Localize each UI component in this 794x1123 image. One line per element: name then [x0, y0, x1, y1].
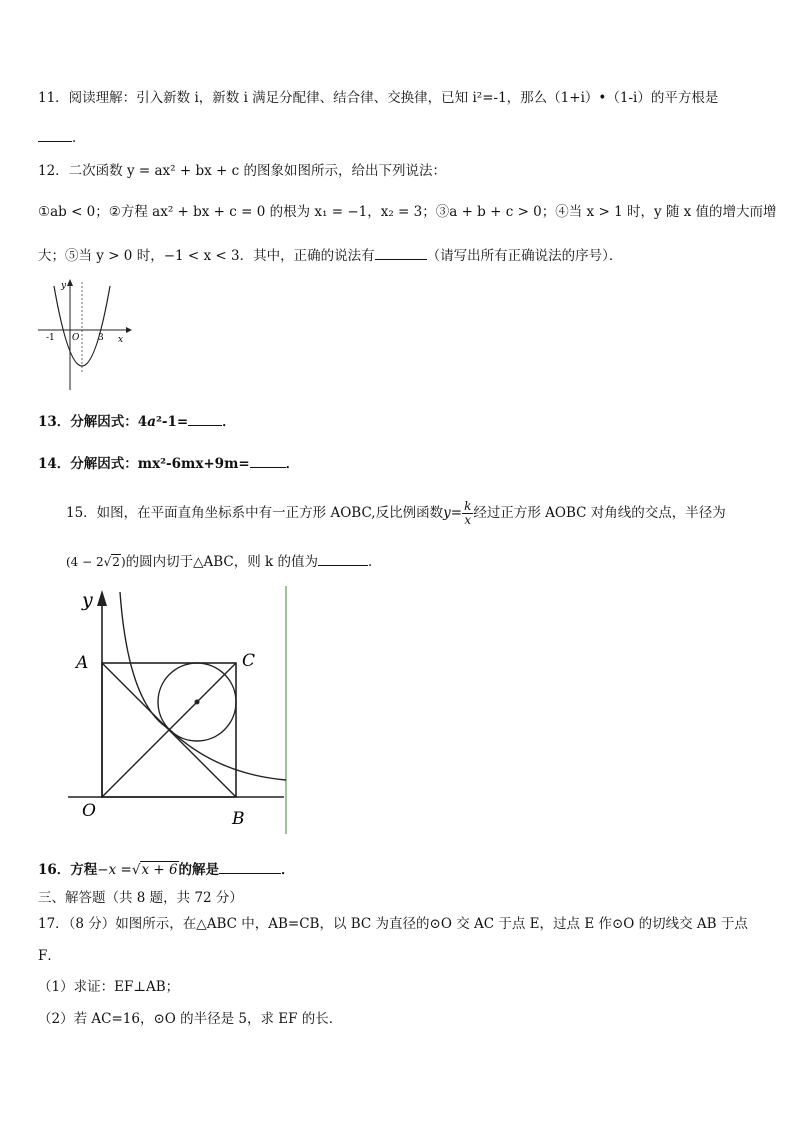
q15-square-figure: [66, 584, 292, 836]
q17-part2: （2）若 AC=16，⊙O 的半径是 5，求 EF 的长．: [38, 1011, 343, 1027]
q15-fraction: $\frac{k}{x}$: [464, 499, 472, 527]
graph-y-label: y: [61, 281, 67, 291]
q14-blank[interactable]: [250, 453, 286, 468]
graph-tick-3: 3: [98, 333, 104, 343]
q12-blank[interactable]: [375, 245, 427, 260]
q16-text: 16．方程−x =√x + 6的解是 ．: [38, 859, 295, 879]
q12-parabola-graph: [34, 276, 134, 394]
section-heading: 三、解答题（共 8 题，共 72 分）: [38, 890, 243, 906]
q17-line1: 17．（8 分）如图所示，在△ABC 中，AB=CB，以 BC 为直径的⊙O 交 AC 于点 E，过点 E 作⊙O 的切线交 AB 于点: [38, 916, 748, 932]
q11-text: 11．阅读理解：引入新数 i，新数 i 满足分配律、结合律、交换律，已知 i²=-1，那么（1+i）•（1-i）的平方根是: [38, 90, 719, 106]
q16-blank[interactable]: [219, 859, 281, 874]
fig-label-A: A: [76, 653, 89, 673]
q17-line2: F．: [38, 948, 61, 964]
q12-line1: 12．二次函数 y = ax² + bx + c 的图象如图所示，给出下列说法：: [38, 163, 446, 179]
q14-text: 14．分解因式：mx²-6mx+9m= ．: [38, 453, 299, 473]
q17-part1: （1）求证：EF⊥AB；: [38, 979, 180, 995]
circle-center: [195, 700, 200, 705]
q11-blank[interactable]: [38, 127, 72, 142]
x-axis-arrow: [126, 327, 132, 333]
q13-blank[interactable]: [188, 411, 222, 426]
q12-line2: ①ab < 0；②方程 ax² + bx + c = 0 的根为 x₁ = −1，x₂ = 3；③a + b + c > 0；④当 x > 1 时，y 随 x 值的增大而增: [38, 204, 777, 220]
fig-label-C: C: [242, 651, 256, 671]
graph-origin-label: O: [72, 333, 80, 343]
graph-tick-neg1: -1: [46, 333, 55, 343]
q15-line1: 15．如图，在平面直角坐标系中有一正方形 AOBC,反比例函数y= $\frac{k}{x}$ 经过正方形 AOBC 对角线的交点，半径为: [66, 499, 726, 527]
q15-line2: (4 − 2√2)的圆内切于△ABC，则 k 的值为 ．: [66, 551, 382, 571]
fig-label-O: O: [82, 801, 96, 821]
graph-x-label: x: [118, 335, 124, 345]
q13-text: 13．分解因式：4a²-1= ．: [38, 411, 236, 431]
q15-blank[interactable]: [318, 551, 368, 566]
y-axis-arrow: [97, 590, 107, 606]
fig-label-B: B: [232, 809, 245, 829]
fig-y-label: y: [82, 589, 93, 611]
q11-answer-line: ．: [38, 127, 86, 147]
q12-line3: 大；⑤当 y > 0 时，−1 < x < 3．其中，正确的说法有 （请写出所有正确说法的序号）．: [38, 245, 622, 265]
y-axis-arrow: [67, 279, 73, 286]
hyperbola-curve: [120, 592, 286, 780]
